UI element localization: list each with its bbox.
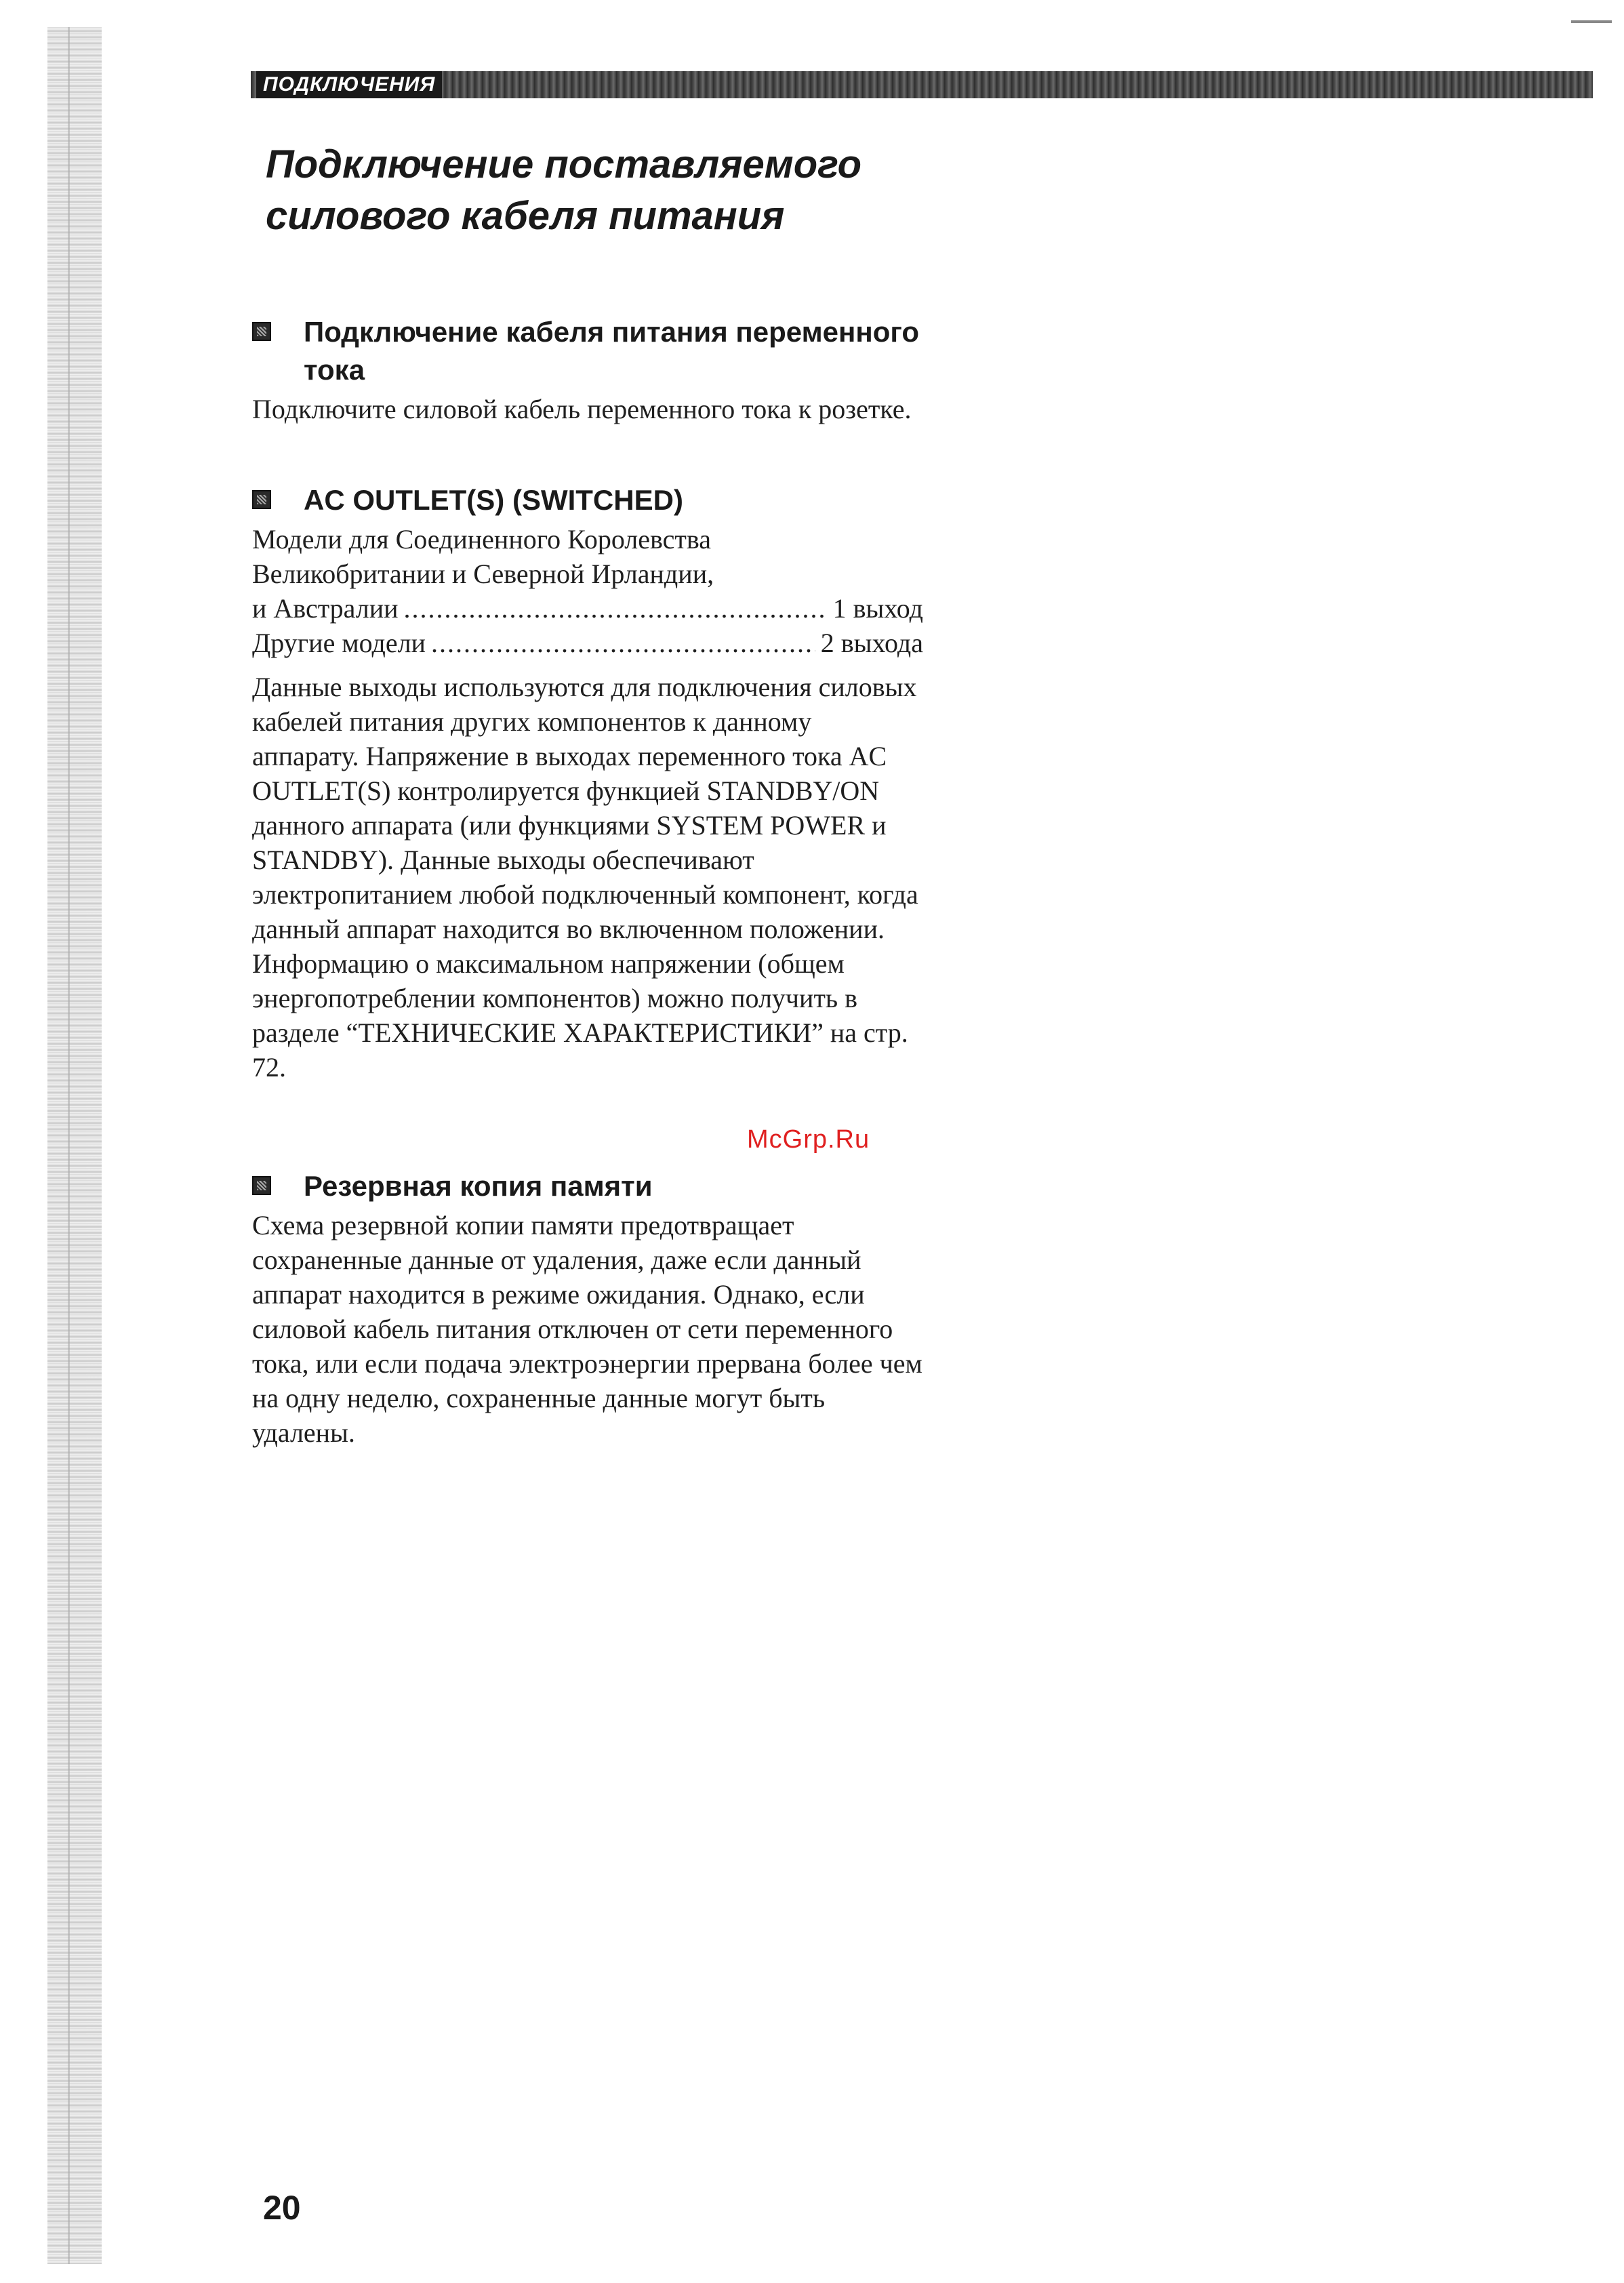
bullet-square-icon [252,1176,271,1195]
section-paragraph: Подключите силовой кабель переменного тока к розетке. [252,394,912,424]
dot-leader [431,626,815,660]
section-ac-cable [252,313,923,426]
spec-label: Другие модели [252,628,426,658]
section-heading [252,481,923,519]
section-paragraph: Данные выходы используются для подключения силовых кабелей питания других компонентов к данному аппарату. Напряжение в выходах переменного тока AC OUTLET(S) контролируется функцией STANDBY/ON данного аппарата (или функциями SYSTEM POWER и STANDBY). Данные выходы обеспечивают электропитанием любой подключенный компонент, когда данный аппарат находится во включенном положении. Информацию о максимальном напряжении (общем энергопотреблении компонентов) можно получить в разделе “ТЕХНИЧЕСКИЕ ХАРАКТЕРИСТИКИ” на стр. 72. [252,672,918,1083]
section-heading [252,313,923,389]
section-memory-backup [252,1167,923,1450]
section-heading-text: Резервная копия памяти [304,1170,653,1202]
spec-label: и Австралии [252,593,399,624]
section-label: ПОДКЛЮЧЕНИЯ [256,71,442,98]
spec-value: 2 выхода [820,628,923,658]
section-heading-text: Подключение кабеля питания переменного тока [304,316,920,386]
corner-mark [1571,20,1612,23]
watermark: McGrp.Ru [747,1125,870,1154]
section-heading [252,1167,923,1205]
bullet-square-icon [252,322,271,341]
page-title: Подключение поставляемого силового кабеля питания [266,142,862,238]
scan-edge-artifact [47,27,102,2264]
dot-leader [404,591,828,626]
spec-value: 1 выход [832,593,923,624]
spec-row [252,626,923,660]
page-number: 20 [263,2189,301,2227]
section-ac-outlets [252,481,923,1085]
models-line: Великобритании и Северной Ирландии, [252,559,714,589]
bullet-square-icon [252,490,271,509]
section-header-band [251,71,1593,98]
section-heading-text: AC OUTLET(S) (SWITCHED) [304,484,683,516]
section-paragraph: Схема резервной копии памяти предотвращает сохраненные данные от удаления, даже если данный аппарат находится в режиме ожидания. Однако, если силовой кабель питания отключен от сети переменного тока, или если подача электроэнергии прервана более чем на одну неделю, сохраненные данные могут быть удалены. [252,1210,922,1448]
models-line: Модели для Соединенного Королевства [252,524,712,554]
spec-row [252,591,923,626]
